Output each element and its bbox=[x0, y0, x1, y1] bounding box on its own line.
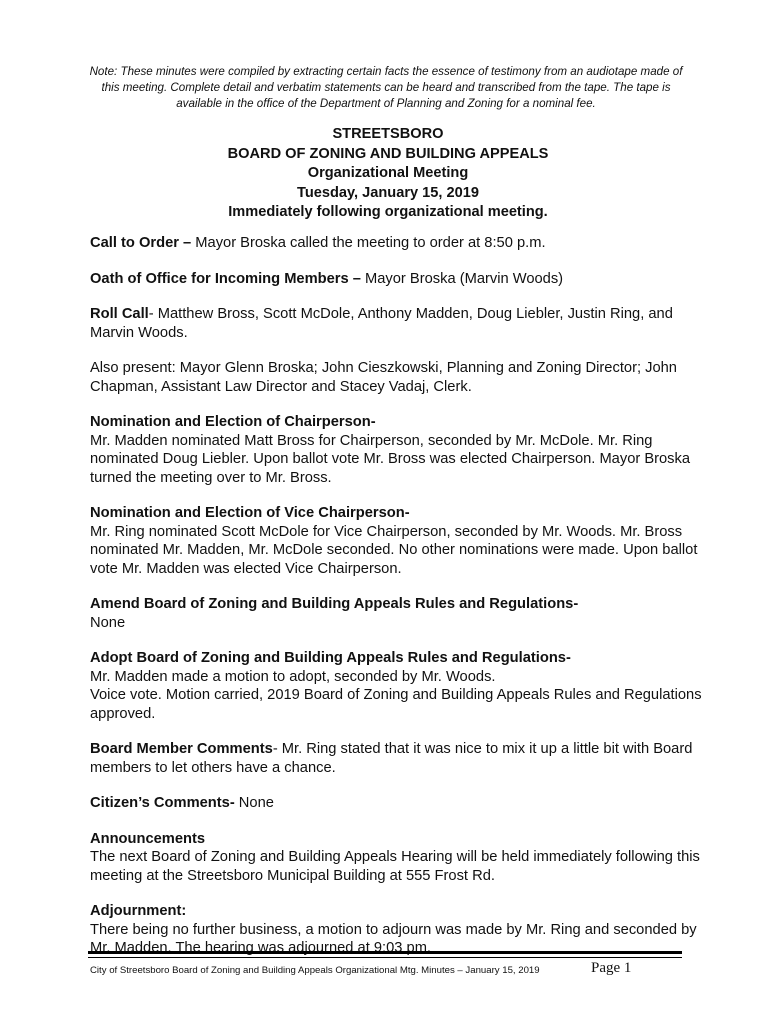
vice-chair-election-section bbox=[90, 504, 702, 578]
amend-rules-heading: Amend Board of Zoning and Building Appeals Rules and Regulations- bbox=[90, 596, 579, 612]
oath-text: Mayor Broska (Marvin Woods) bbox=[360, 270, 564, 287]
announcements-heading: Announcements bbox=[90, 830, 206, 847]
call-to-order-heading: Call to Order – bbox=[90, 235, 192, 251]
amend-rules-text: None bbox=[90, 614, 126, 631]
board-comments-heading: Board Member Comments bbox=[90, 741, 273, 757]
announcements-section bbox=[90, 830, 702, 886]
adopt-rules-heading: Adopt Board of Zoning and Building Appeals Rules and Regulations- bbox=[90, 650, 571, 666]
roll-call-text: - Matthew Bross, Scott McDole, Anthony Madden, Doug Liebler, Justin Ring, and Marvin Woods. bbox=[90, 306, 673, 341]
meeting-time: Immediately following organizational meeting. bbox=[228, 204, 548, 220]
board-comments-text: - Mr. Ring stated that it was nice to mix it up a little bit with Board members to let others have a chance. bbox=[90, 741, 693, 776]
call-to-order-text: Mayor Broska called the meeting to order at 8:50 p.m. bbox=[191, 235, 546, 251]
adopt-rules-vote: Voice vote. Motion carried, 2019 Board of Zoning and Building Appeals Rules and Regulations approved. bbox=[90, 687, 702, 722]
adjournment-text: There being no further business, a motion to adjourn was made by Mr. Ring and seconded by Mr. Madden. The hearing was adjourned at 9:03 pm. bbox=[90, 921, 697, 956]
chair-election-section bbox=[90, 413, 702, 487]
roll-call-section bbox=[90, 305, 702, 342]
city-title: STREETSBORO bbox=[332, 126, 444, 142]
footer-divider-thick bbox=[88, 951, 682, 954]
call-to-order-section bbox=[90, 234, 702, 253]
chair-election-heading: Nomination and Election of Chairperson- bbox=[90, 414, 376, 430]
announcements-text: The next Board of Zoning and Building Appeals Hearing will be held immediately following this meeting at the Streetsboro Municipal Building at 555 Frost Rd. bbox=[90, 849, 700, 884]
adjournment-heading: Adjournment: bbox=[90, 903, 187, 919]
adjournment-section bbox=[90, 902, 702, 958]
oath-heading: Oath of Office for Incoming Members – bbox=[90, 270, 361, 287]
board-comments-section bbox=[90, 740, 702, 777]
vice-chair-election-heading: Nomination and Election of Vice Chairperson- bbox=[90, 505, 410, 521]
roll-call-heading: Roll Call bbox=[90, 306, 149, 322]
chair-election-text: Mr. Madden nominated Matt Bross for Chairperson, seconded by Mr. McDole. Mr. Ring nominated Doug Liebler. Upon ballot vote Mr. Bross was elected Chairperson. Mayor Broska turned the meeting over to Mr. Bross. bbox=[90, 432, 691, 486]
board-title: BOARD OF ZONING AND BUILDING APPEALS bbox=[227, 145, 549, 162]
footer-title: City of Streetsboro Board of Zoning and Building Appeals Organizational Mtg. Minutes – January 15, 2019 bbox=[90, 965, 540, 976]
amend-rules-section bbox=[90, 595, 702, 632]
page-number: Page 1 bbox=[591, 960, 632, 976]
oath-section bbox=[90, 270, 702, 289]
meeting-date: Tuesday, January 15, 2019 bbox=[297, 184, 479, 201]
citizen-comments-text: None bbox=[234, 795, 274, 811]
adopt-rules-motion: Mr. Madden made a motion to adopt, seconded by Mr. Woods. bbox=[90, 668, 496, 685]
vice-chair-election-text: Mr. Ring nominated Scott McDole for Vice Chairperson, seconded by Mr. Woods. Mr. Bross nominated Mr. Madden, Mr. McDole seconded. No other nominations were made. Upon ballot vote Mr. Madden was elected Vice Chairperson. bbox=[90, 523, 698, 577]
footer-divider-thin bbox=[88, 957, 682, 958]
citizen-comments-heading: Citizen’s Comments- bbox=[90, 795, 235, 811]
document-header bbox=[90, 125, 686, 223]
meeting-type: Organizational Meeting bbox=[307, 165, 469, 181]
also-present-section: Also present: Mayor Glenn Broska; John Cieszkowski, Planning and Zoning Director; John Chapman, Assistant Law Director and Stacey Vadaj, Clerk. bbox=[90, 360, 677, 395]
minutes-body bbox=[90, 234, 702, 975]
audiotape-note: Note: These minutes were compiled by extracting certain facts the essence of testimony from an audiotape made of this meeting. Complete detail and verbatim statements can be heard and transcribed from the tape. The tape is available in the office of the Department of Planning and Zoning for a nominal fee. bbox=[89, 65, 683, 110]
adopt-rules-section bbox=[90, 649, 702, 723]
citizen-comments-section bbox=[90, 794, 702, 813]
